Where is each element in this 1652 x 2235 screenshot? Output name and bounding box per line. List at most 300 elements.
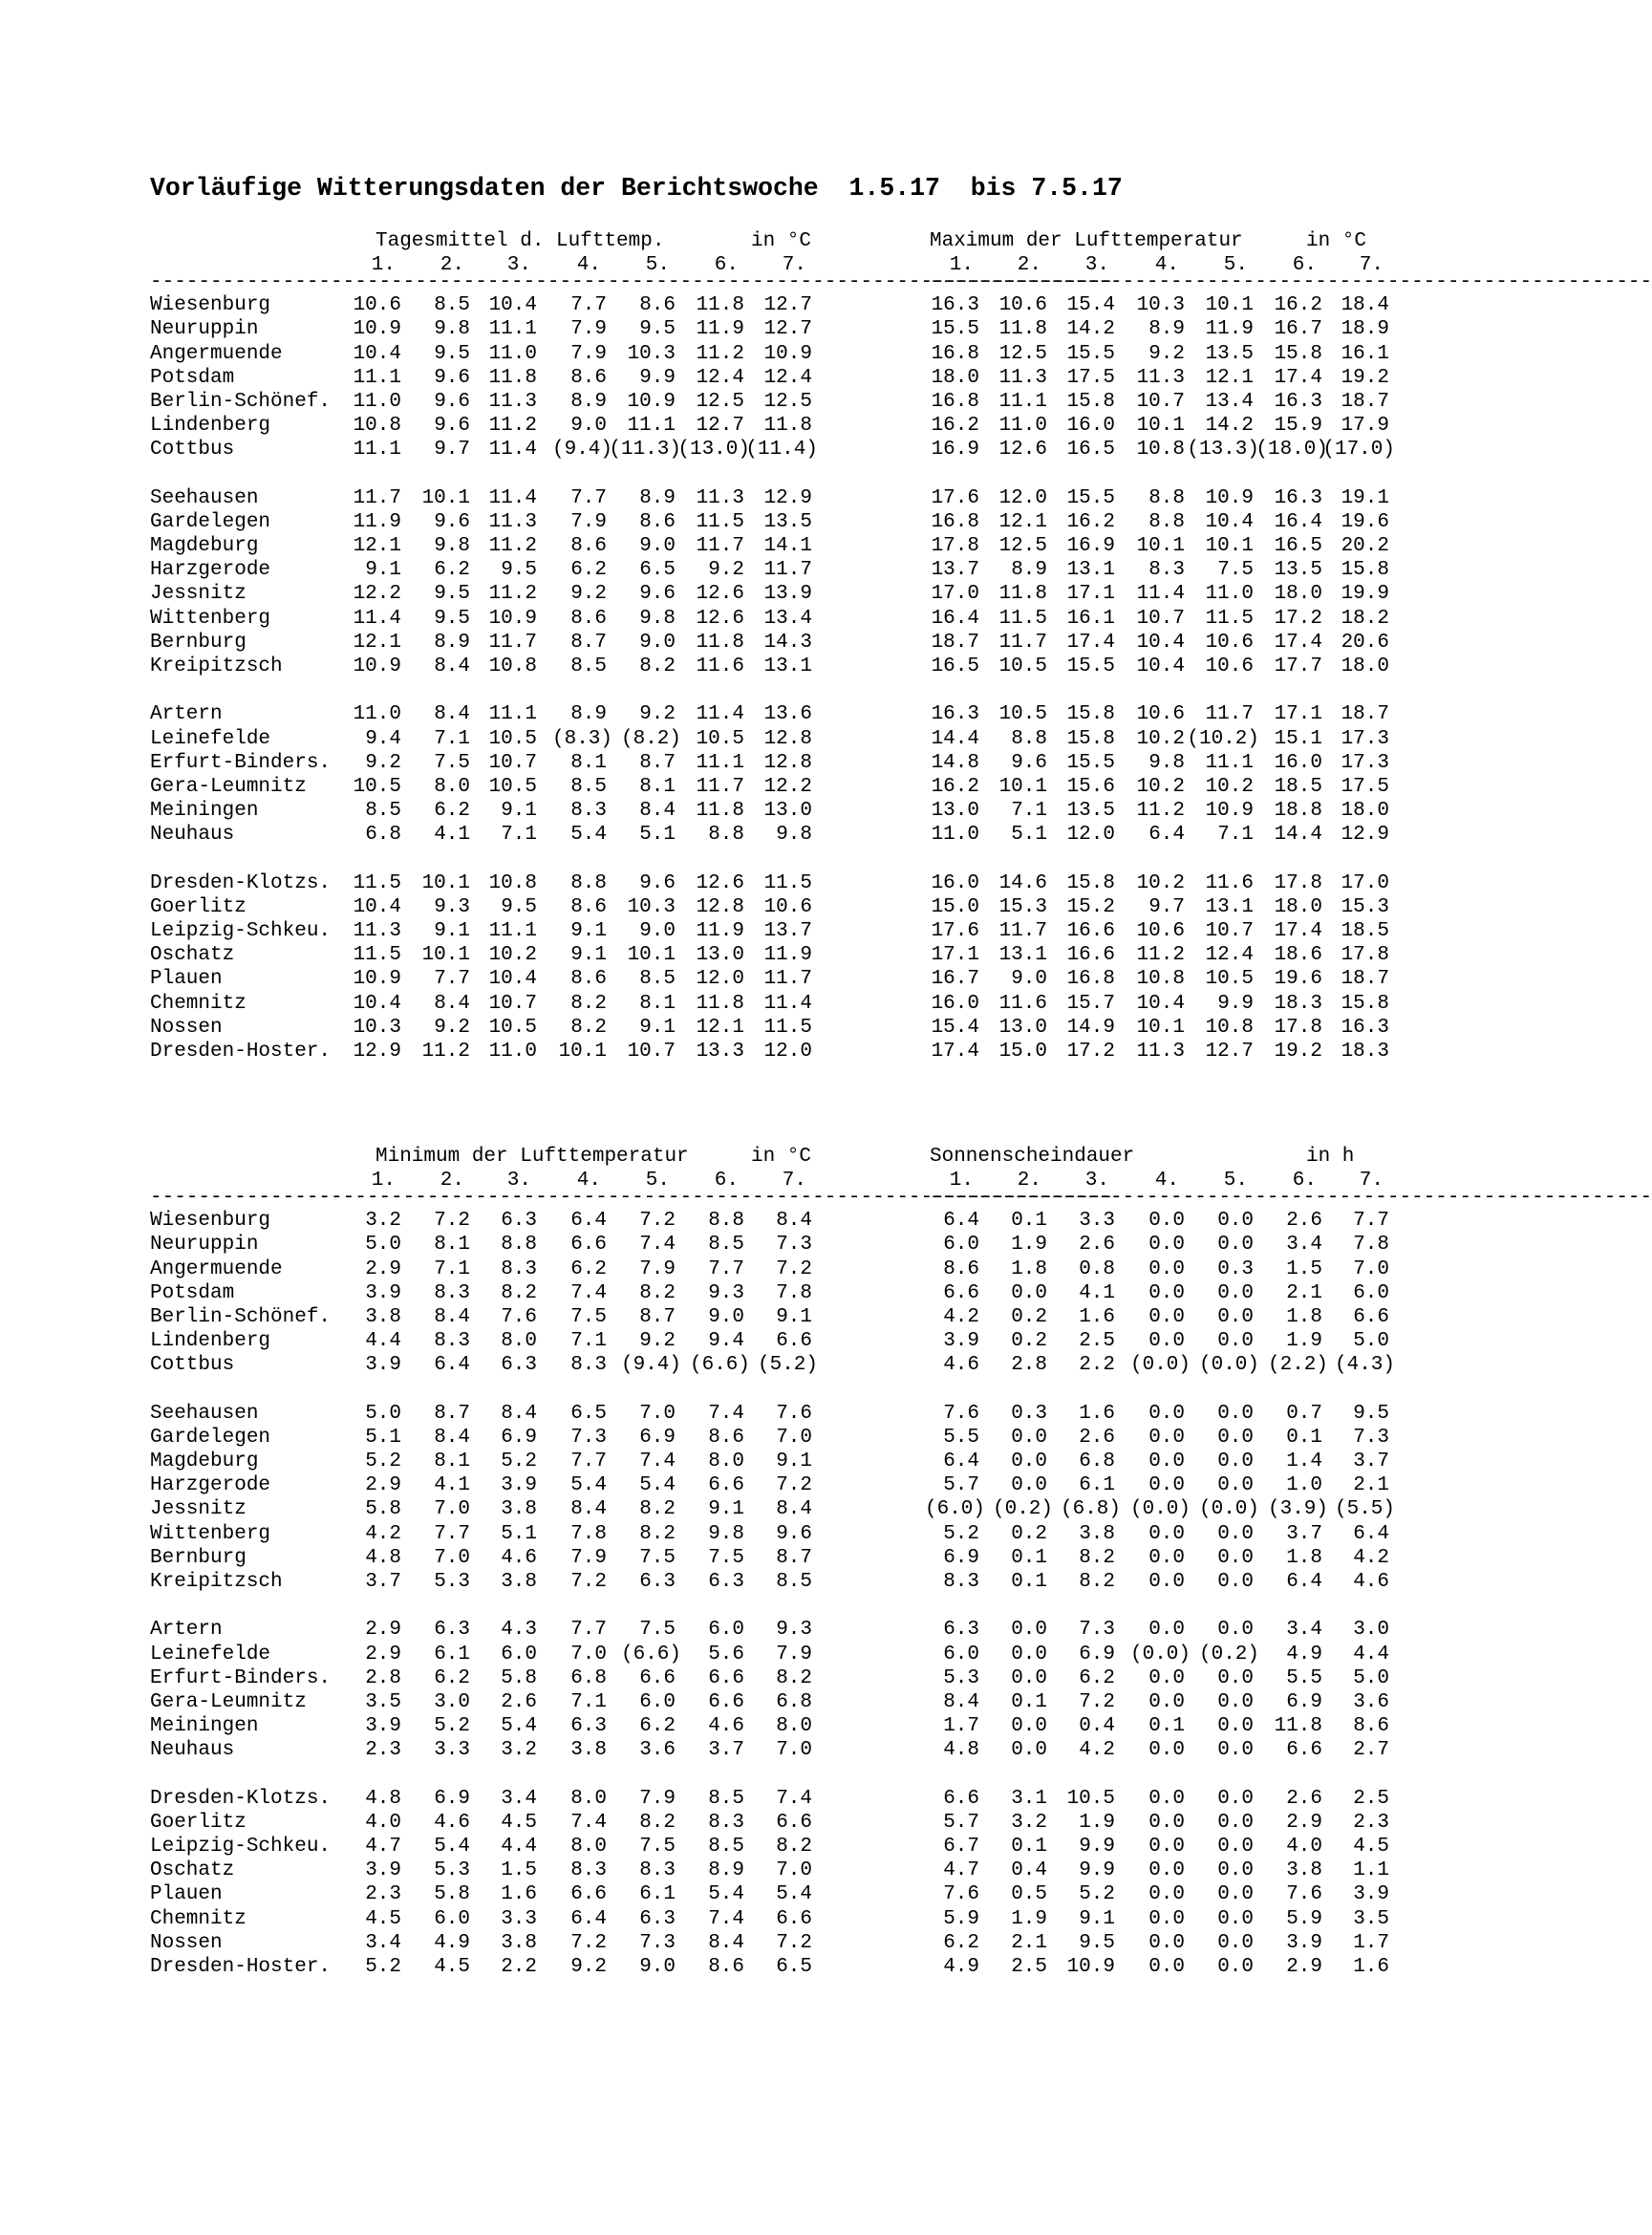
right-value: 9.9 (1079, 1859, 1115, 1882)
separator (150, 1187, 1652, 1210)
left-value: 7.3 (570, 1426, 607, 1449)
left-value: 3.9 (365, 1715, 401, 1738)
station-name: Artern (150, 1619, 223, 1642)
right-value: 0.1 (1011, 1836, 1047, 1859)
left-value: 11.2 (488, 583, 537, 606)
right-unit: in h (1306, 1146, 1355, 1168)
right-value: 19.2 (1274, 1040, 1322, 1063)
right-value: 1.4 (1286, 1451, 1322, 1473)
left-value: 6.3 (501, 1354, 537, 1377)
left-value: 7.0 (776, 1426, 812, 1449)
left-value: 6.6 (776, 1811, 812, 1834)
right-value: 10.4 (1136, 655, 1185, 677)
right-value: 11.2 (1136, 944, 1185, 967)
right-value: 0.0 (1148, 1210, 1185, 1233)
left-value: 3.8 (570, 1739, 607, 1762)
right-value: 17.2 (1066, 1040, 1115, 1063)
right-value: 16.5 (1066, 439, 1115, 462)
station-name: Meiningen (150, 800, 259, 823)
station-name: Plauen (150, 1883, 223, 1906)
left-value: 8.8 (570, 871, 607, 894)
table-row (150, 655, 1469, 678)
left-value: 12.2 (353, 583, 401, 606)
left-value: 8.1 (434, 1234, 470, 1257)
left-value: 9.1 (708, 1498, 744, 1521)
right-value: 2.6 (1286, 1210, 1322, 1233)
right-value: 0.0 (1217, 1811, 1254, 1834)
left-value: 8.2 (776, 1836, 812, 1859)
right-value: 1.7 (943, 1715, 979, 1738)
right-value: 1.1 (1353, 1859, 1389, 1882)
right-value: 3.4 (1286, 1234, 1322, 1257)
left-value: 3.2 (501, 1739, 537, 1762)
right-value: 16.4 (931, 607, 979, 630)
left-value: 4.4 (501, 1836, 537, 1859)
left-value: 7.3 (639, 1931, 676, 1954)
right-value: 18.0 (931, 366, 979, 389)
right-value: 10.5 (998, 703, 1047, 726)
right-value: 0.0 (1217, 1281, 1254, 1304)
left-value: 7.0 (776, 1859, 812, 1882)
left-value: 8.0 (570, 1787, 607, 1810)
left-value: 9.1 (776, 1305, 812, 1328)
right-value: 5.3 (943, 1666, 979, 1689)
left-value: 4.1 (434, 1474, 470, 1497)
right-value: 4.2 (943, 1305, 979, 1328)
day-label: 6. (714, 254, 739, 277)
right-value: 3.1 (1011, 1787, 1047, 1810)
right-value: 15.4 (931, 1016, 979, 1039)
left-value: 8.4 (434, 992, 470, 1015)
left-value: 8.7 (639, 1305, 676, 1328)
right-value: 16.2 (1274, 294, 1322, 317)
left-value: 2.6 (501, 1690, 537, 1713)
left-value: 8.8 (708, 1210, 744, 1233)
left-value: 8.0 (570, 1836, 607, 1859)
right-value: 10.9 (1066, 1955, 1115, 1978)
left-value: 7.6 (776, 1402, 812, 1425)
station-name: Leinefelde (150, 727, 271, 750)
right-value: 2.5 (1011, 1955, 1047, 1978)
right-value: 6.3 (943, 1619, 979, 1642)
right-value: 0.1 (1286, 1426, 1322, 1449)
right-value: 10.6 (1205, 655, 1254, 677)
right-value: 11.0 (931, 824, 979, 847)
station-name: Dresden-Hoster. (150, 1040, 332, 1063)
left-value: 12.5 (763, 390, 812, 413)
right-value: 6.2 (943, 1931, 979, 1954)
table-row (150, 871, 1469, 895)
left-value: 11.9 (696, 318, 744, 341)
day-label: 1. (371, 1170, 396, 1193)
left-value: 7.1 (570, 1690, 607, 1713)
right-value: (0.2) (1198, 1643, 1259, 1666)
left-value: 11.2 (488, 415, 537, 438)
right-value: 0.0 (1148, 1546, 1185, 1569)
left-value: 8.1 (434, 1451, 470, 1473)
left-value: 6.0 (501, 1643, 537, 1666)
right-value: 16.2 (931, 775, 979, 798)
right-value: 14.2 (1205, 415, 1254, 438)
right-value: 10.6 (1136, 920, 1185, 943)
right-value: 5.7 (943, 1474, 979, 1497)
left-value: 8.5 (776, 1570, 812, 1593)
right-value: 17.0 (931, 583, 979, 606)
day-label: 7. (1359, 1170, 1384, 1193)
left-value: 5.4 (434, 1836, 470, 1859)
right-value: 0.0 (1217, 1546, 1254, 1569)
right-value: 17.4 (1274, 631, 1322, 654)
left-value: 8.6 (708, 1426, 744, 1449)
right-value: 0.0 (1011, 1474, 1047, 1497)
station-name: Seehausen (150, 486, 259, 509)
table-row (150, 1835, 1469, 1859)
right-value: 10.1 (998, 775, 1047, 798)
left-value: 10.5 (353, 775, 401, 798)
left-value: 7.3 (776, 1234, 812, 1257)
left-value: 6.4 (570, 1907, 607, 1930)
right-value: 11.1 (1205, 751, 1254, 774)
left-value: 6.2 (570, 1257, 607, 1280)
left-value: 11.5 (763, 871, 812, 894)
right-value: 4.2 (1353, 1546, 1389, 1569)
left-value: 10.8 (488, 655, 537, 677)
left-value: 10.7 (488, 992, 537, 1015)
left-value: 5.8 (365, 1498, 401, 1521)
right-value: 18.9 (1341, 318, 1389, 341)
right-value: 20.6 (1341, 631, 1389, 654)
left-value: 5.6 (708, 1643, 744, 1666)
right-value: 4.7 (943, 1859, 979, 1882)
right-value: 3.7 (1286, 1522, 1322, 1545)
right-value: 16.5 (1274, 535, 1322, 558)
right-value: 8.6 (943, 1257, 979, 1280)
right-value: 11.2 (1136, 800, 1185, 823)
left-value: 2.2 (501, 1955, 537, 1978)
group-spacer (150, 678, 1469, 702)
right-value: 0.1 (1011, 1690, 1047, 1713)
left-value: 8.6 (570, 607, 607, 630)
left-value: 5.1 (365, 1426, 401, 1449)
left-value: 10.1 (627, 944, 676, 967)
left-value: 9.3 (708, 1281, 744, 1304)
right-value: 17.3 (1341, 727, 1389, 750)
left-value: 6.3 (639, 1570, 676, 1593)
left-value: 9.8 (708, 1522, 744, 1545)
right-value: 0.0 (1011, 1619, 1047, 1642)
right-value: 0.0 (1217, 1305, 1254, 1328)
day-label: 3. (1084, 1170, 1109, 1193)
station-name: Goerlitz (150, 1811, 247, 1834)
right-value: 0.0 (1011, 1739, 1047, 1762)
left-value: 12.2 (763, 775, 812, 798)
left-value: 6.3 (501, 1210, 537, 1233)
right-value: 3.9 (1353, 1883, 1389, 1906)
station-name: Wittenberg (150, 1522, 271, 1545)
left-value: 8.9 (434, 631, 470, 654)
left-value: 8.2 (639, 1811, 676, 1834)
left-value: 6.6 (776, 1330, 812, 1353)
left-value: 13.7 (763, 920, 812, 943)
right-value: 5.0 (1353, 1330, 1389, 1353)
header-row (150, 229, 1469, 253)
right-value: 15.0 (998, 1040, 1047, 1063)
right-value: 0.2 (1011, 1522, 1047, 1545)
header-row (150, 1145, 1469, 1169)
right-value: 16.8 (931, 510, 979, 533)
left-unit: in °C (751, 1146, 812, 1168)
right-value: 1.6 (1353, 1955, 1389, 1978)
right-value: 8.3 (1148, 559, 1185, 582)
right-value: 17.1 (1066, 583, 1115, 606)
right-value: 2.5 (1353, 1787, 1389, 1810)
table-row (150, 1450, 1469, 1473)
left-value: 9.3 (434, 895, 470, 918)
table-row (150, 1522, 1469, 1546)
left-value: 12.0 (763, 1040, 812, 1063)
right-value: 10.5 (998, 655, 1047, 677)
left-value: 2.9 (365, 1257, 401, 1280)
right-value: 11.1 (998, 390, 1047, 413)
left-value: 11.2 (696, 342, 744, 365)
left-value: 7.7 (708, 1257, 744, 1280)
left-value: 11.2 (488, 535, 537, 558)
left-value: 9.0 (639, 535, 676, 558)
left-value: 9.8 (434, 318, 470, 341)
right-value: 6.6 (943, 1787, 979, 1810)
left-value: 11.9 (763, 944, 812, 967)
right-value: 6.6 (943, 1281, 979, 1304)
right-value: 14.9 (1066, 1016, 1115, 1039)
left-value: 6.6 (708, 1690, 744, 1713)
left-value: 11.4 (696, 703, 744, 726)
station-name: Bernburg (150, 1546, 247, 1569)
left-value: 11.1 (353, 439, 401, 462)
right-value: 12.9 (1341, 824, 1389, 847)
left-value: 4.5 (501, 1811, 537, 1834)
day-label: 4. (576, 254, 601, 277)
right-value: 1.6 (1079, 1402, 1115, 1425)
left-value: 11.8 (696, 631, 744, 654)
left-value: 4.2 (365, 1522, 401, 1545)
right-value: 13.1 (1205, 895, 1254, 918)
left-value: 7.0 (570, 1643, 607, 1666)
station-name: Potsdam (150, 1281, 235, 1304)
dashed-rule: -------------------------------------------------------------------------------- (150, 271, 1114, 294)
right-value: (3.9) (1267, 1498, 1328, 1521)
station-name: Wittenberg (150, 607, 271, 630)
left-value: 4.5 (365, 1907, 401, 1930)
left-value: 8.3 (570, 800, 607, 823)
left-value: 10.5 (488, 775, 537, 798)
left-value: 6.9 (639, 1426, 676, 1449)
left-value: 11.7 (696, 775, 744, 798)
left-value: 13.1 (763, 655, 812, 677)
station-name: Leinefelde (150, 1643, 271, 1666)
right-value: 0.0 (1148, 1666, 1185, 1689)
left-value: 10.5 (696, 727, 744, 750)
table-row (150, 1497, 1469, 1521)
right-value: 11.8 (1274, 1715, 1322, 1738)
left-value: (5.2) (757, 1354, 818, 1377)
right-value: 0.8 (1079, 1257, 1115, 1280)
right-value: 4.2 (1079, 1739, 1115, 1762)
right-value: 17.5 (1066, 366, 1115, 389)
right-value: 0.0 (1217, 1330, 1254, 1353)
right-value: 10.9 (1205, 800, 1254, 823)
left-value: 6.6 (776, 1907, 812, 1930)
right-value: 15.5 (1066, 486, 1115, 509)
left-value: 5.0 (365, 1402, 401, 1425)
left-value: 12.0 (696, 968, 744, 991)
table-row (150, 1570, 1469, 1594)
left-value: 9.5 (434, 342, 470, 365)
left-value: 3.0 (434, 1690, 470, 1713)
right-value: 16.3 (1341, 1016, 1389, 1039)
right-value: 2.9 (1286, 1811, 1322, 1834)
left-value: 9.6 (776, 1522, 812, 1545)
left-value: 6.6 (708, 1474, 744, 1497)
right-value: 16.8 (1066, 968, 1115, 991)
left-value: 3.3 (501, 1907, 537, 1930)
station-name: Dresden-Klotzs. (150, 1787, 332, 1810)
right-value: 0.5 (1011, 1883, 1047, 1906)
left-value: 9.5 (434, 607, 470, 630)
left-value: 5.2 (365, 1451, 401, 1473)
right-value: (13.3) (1187, 439, 1259, 462)
station-name: Jessnitz (150, 583, 247, 606)
left-value: 3.9 (365, 1859, 401, 1882)
right-value: 0.0 (1148, 1522, 1185, 1545)
right-value: 6.6 (1286, 1739, 1322, 1762)
right-value: 6.4 (1353, 1522, 1389, 1545)
right-value: 1.9 (1011, 1234, 1047, 1257)
day-label: 6. (1292, 1170, 1317, 1193)
left-value: 10.3 (627, 895, 676, 918)
left-value: 9.6 (434, 510, 470, 533)
table-row (150, 1281, 1469, 1305)
left-value: 12.7 (696, 415, 744, 438)
table-row (150, 558, 1469, 582)
left-value: 8.4 (501, 1402, 537, 1425)
right-value: (4.3) (1334, 1354, 1395, 1377)
left-value: 6.0 (434, 1907, 470, 1930)
station-name: Erfurt-Binders. (150, 1666, 332, 1689)
left-value: 11.0 (488, 1040, 537, 1063)
right-value: 0.0 (1148, 1426, 1185, 1449)
station-name: Jessnitz (150, 1498, 247, 1521)
left-value: 9.5 (434, 583, 470, 606)
right-value: 10.6 (1205, 631, 1254, 654)
left-value: (8.3) (551, 727, 612, 750)
right-value: 18.7 (1341, 390, 1389, 413)
table-row (150, 1907, 1469, 1931)
left-value: 8.8 (708, 824, 744, 847)
left-unit: in °C (751, 230, 812, 252)
left-value: 10.9 (353, 318, 401, 341)
page-title: Vorläufige Witterungsdaten der Berichtswoche 1.5.17 bis 7.5.17 (150, 174, 1123, 203)
right-value: 12.7 (1205, 1040, 1254, 1063)
left-value: 6.0 (708, 1619, 744, 1642)
table-row (150, 727, 1469, 751)
left-value: 11.3 (488, 510, 537, 533)
left-value: 8.4 (434, 1426, 470, 1449)
right-value: 18.0 (1274, 583, 1322, 606)
left-value: 10.1 (421, 944, 470, 967)
left-value: 8.5 (639, 968, 676, 991)
right-value: 14.4 (1274, 824, 1322, 847)
right-value: 10.1 (1205, 535, 1254, 558)
station-name: Leipzig-Schkeu. (150, 1836, 332, 1859)
right-value: 1.6 (1079, 1305, 1115, 1328)
right-value: 9.6 (1011, 751, 1047, 774)
table-row (150, 1859, 1469, 1882)
right-value: 13.4 (1205, 390, 1254, 413)
left-value: 10.7 (488, 751, 537, 774)
left-value: 5.1 (501, 1522, 537, 1545)
left-value: 10.7 (627, 1040, 676, 1063)
day-label: 3. (506, 1170, 531, 1193)
table-row (150, 1402, 1469, 1426)
right-value: 1.8 (1286, 1546, 1322, 1569)
left-value: 6.0 (639, 1690, 676, 1713)
left-value: 11.8 (763, 415, 812, 438)
left-value: 8.7 (776, 1546, 812, 1569)
left-value: 2.8 (365, 1666, 401, 1689)
left-value: 8.5 (570, 775, 607, 798)
right-value: 9.0 (1011, 968, 1047, 991)
left-value: 11.0 (353, 390, 401, 413)
left-value: 9.5 (501, 895, 537, 918)
left-value: 6.1 (434, 1643, 470, 1666)
day-label: 4. (1154, 1170, 1179, 1193)
left-value: 7.0 (639, 1402, 676, 1425)
left-value: 7.1 (434, 727, 470, 750)
right-value: 6.0 (1353, 1281, 1389, 1304)
left-value: 11.2 (421, 1040, 470, 1063)
right-value: 17.2 (1274, 607, 1322, 630)
right-value: 15.8 (1066, 871, 1115, 894)
right-value: 0.0 (1148, 1451, 1185, 1473)
right-value: 19.6 (1341, 510, 1389, 533)
right-value: 0.0 (1148, 1883, 1185, 1906)
right-value: 17.4 (931, 1040, 979, 1063)
group-spacer (150, 847, 1469, 870)
right-value: 4.9 (943, 1955, 979, 1978)
left-value: 8.6 (708, 1955, 744, 1978)
right-value: 0.0 (1148, 1234, 1185, 1257)
right-value: 13.0 (998, 1016, 1047, 1039)
left-value: 10.1 (558, 1040, 607, 1063)
right-value: 15.5 (931, 318, 979, 341)
left-value: 9.8 (434, 535, 470, 558)
right-value: 0.0 (1011, 1666, 1047, 1689)
left-value: 8.1 (570, 751, 607, 774)
day-label: 5. (1223, 254, 1248, 277)
right-value: 16.3 (931, 703, 979, 726)
station-name: Neuruppin (150, 318, 259, 341)
table-row (150, 1329, 1469, 1353)
day-label: 2. (440, 254, 464, 277)
right-value: 11.9 (1205, 318, 1254, 341)
left-value: 6.2 (434, 1666, 470, 1689)
right-value: 2.1 (1011, 1931, 1047, 1954)
left-value: 8.8 (501, 1234, 537, 1257)
right-value: 2.6 (1286, 1787, 1322, 1810)
left-value: 3.3 (434, 1739, 470, 1762)
right-value: 9.2 (1148, 342, 1185, 365)
left-value: 7.4 (570, 1281, 607, 1304)
